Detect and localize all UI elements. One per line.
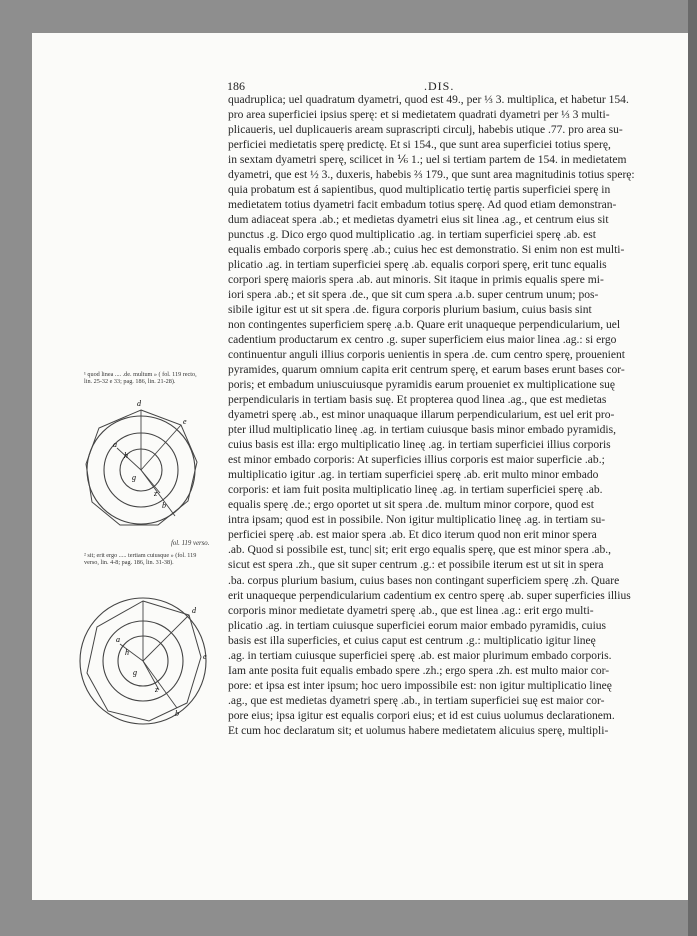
margin-note-1: ¹ quod linea .... .de. multum » ( fol. 119 recto, lin. 25-32 e 33; pag. 186, lin. 21-28). (84, 371, 197, 386)
label-a: a (116, 635, 120, 644)
text-line: .ag., que est medietas dyametri sperę .ab., in tertiam superficiei suę est maior cor- (228, 694, 605, 707)
text-line: pro area superficiei ipsius sperę: et si medietatem quadrati dyametri per ⅓ 3 multi- (228, 109, 610, 122)
label-d: d (137, 399, 141, 408)
text-line: medietatem totius dyametri facit embadum totius sperę. Ad quod etiam demonstran- (228, 199, 617, 212)
text-line: corpori sperę maioris spera .ab. aut minoris. Sit itaque in primis equalis spere mi- (228, 274, 604, 287)
figure-1 (83, 398, 205, 538)
page-number: 186 (227, 79, 245, 93)
text-line: dyametri sperę .ab., est minor unaquaque illarum perpendicularium, est uel erit pro- (228, 409, 615, 422)
text-line: .ag. in tertiam cuiusque superficiei sperę .ab. est maior plurimum embado corporis. (228, 649, 612, 662)
text-line: equalis embado corporis sperę .ab.; cuius hec est demonstratio. Si enim non est multi- (228, 244, 625, 257)
text-line: plicaueris, uel duplicaueris aream suprascripti circulj, habebis utique .77. pro area su- (228, 124, 623, 137)
label-a: a (113, 440, 117, 449)
text-line: multiplicatio igitur .ag. in tertiam superficiei sperę .ab. erit multo minor embado (228, 469, 599, 482)
text-line: erit unaqueque perpendicularium cadentium ex centro sperę .ab. super superficies illius (228, 589, 631, 602)
text-line: cuius basis est illa: ergo multiplicatio lineę .ag. in tertiam superficiei illius corporis (228, 439, 611, 452)
label-e: e (203, 652, 207, 661)
text-line: sicut est spera .zh., que sit super centrum .g.: et possibile iterum est ut sit in spera (228, 559, 604, 572)
text-line: perficiei medietatis sperę predictę. Et si 154., que sunt area superficiei totius sperę, (228, 139, 611, 152)
text-line: est minor embado corporis: At superficies illius corporis est maior superficie .ab.; (228, 454, 605, 467)
text-line: dum adiaceat spera .ab.; et medietas dyametri eius sit linea .ag., et centrum eius sit (228, 214, 609, 227)
label-g: g (132, 473, 136, 482)
running-head: .DIS. (424, 79, 455, 93)
main-text-block (228, 93, 654, 739)
text-line: Et cum hoc declaratum sit; et uolumus habere medietatem alicuius sperę, multipli- (228, 724, 609, 737)
text-line: sibile igitur est ut sit spera .de. figura corporis plurium basium, cuius basis sint (228, 304, 592, 317)
text-line: plicatio .ag. in tertiam cuiusque superficiei eorum maior embado pyramidis, cuius (228, 619, 607, 632)
text-line: dyametri, que est ½ 3., duxeris, habebis ⅔ 179., que sunt area magnitudinis totius sperę: (228, 169, 635, 182)
page-header (32, 79, 688, 93)
text-line: quadruplica; uel quadratum dyametri, quod est 49., per ⅓ 3. multiplica, et habetur 154. (228, 94, 629, 106)
figure-caption: fol. 119 verso. (171, 540, 210, 547)
text-line: pyramides, quarum omnium capita erit centrum sperę, et earum bases erunt bases cor- (228, 364, 625, 377)
text-line: equalis sperę .de.; ergo oportet ut sit spera .de. multum minor corpore, quod est (228, 499, 594, 512)
figure-2 (79, 593, 214, 743)
text-line: perpendicularis in tertiam basis suę. Et propterea quod linea .ag., que est medietas (228, 394, 607, 407)
text-line: .ab. Quod si possibile est, tunc| sit; erit ergo equalis sperę, que est minor spera .ab., (228, 544, 612, 557)
text-line: basis est illa superficies, et cuius caput est centrum .g.: multiplicatio igitur lineę (228, 634, 596, 647)
text-line: .ba. corpus plurium basium, cuius bases non contingant superficiem sperę .zh. Quare (228, 574, 620, 587)
text-line: cadentium productarum ex centro .g. super superficiem eius maior linea .ag.: si ergo (228, 334, 617, 347)
label-h: h (124, 451, 128, 460)
text-line: quia probatum est á sapientibus, quod multiplicatio tertię partis superficiei sperę in (228, 184, 611, 197)
label-d: d (192, 606, 196, 615)
label-b: b (175, 709, 179, 718)
text-line: pter illud multiplicatio lineę .ag. in tertiam cuiusque basis minor embado pyramidis, (228, 424, 617, 437)
text-line: poris; et embadum uniuscuiusque pyramidis earum proueniet ex multiplicatione suę (228, 379, 616, 392)
label-z: z (155, 685, 159, 694)
text-line: intra ipsam; quod est in possibile. Non igitur multiplicatio lineę .ag. in tertiam su- (228, 514, 606, 527)
text-line: non contingentes superficiem sperę .a.b. Quare erit unaqueque perpendicularium, uel (228, 319, 621, 332)
book-page (32, 33, 688, 900)
text-line: pore eius; ipsa igitur est equalis corpori eius; et id est cuius uolumus declarationem. (228, 709, 615, 722)
text-line: in sextam dyametri sperę, scilicet in ⅙ 1.; uel si tertiam partem de 154. in medietatem (228, 154, 627, 167)
text-line: continuentur anguli illius corporis uenientis in spera .de. cum centro sperę, prouenient (228, 349, 625, 362)
page-edge-strip (688, 0, 697, 936)
text-line: punctus .g. Dico ergo quod multiplicatio .ag. in tertiam superficiei sperę .ab. est (228, 229, 596, 242)
label-e: e (183, 417, 187, 426)
text-line: plicatio .ag. in tertiam superficiei sperę .ab. equalis corpori sperę, erit tunc equalis (228, 259, 607, 272)
margin-note-2: ² sit; erit ergo ..... tertiam cuiusque » (fol. 119 verso, lin. 4-8; pag. 186, lin. 31-38). (84, 552, 197, 567)
label-z: z (154, 489, 158, 498)
text-line: iori spera .ab.; et sit spera .de., que sit cum spera .a.b. super centrum unum; pos- (228, 289, 599, 302)
label-b: b (162, 501, 166, 510)
text-line: pore: et ipsa est inter ipsum; hoc uero impossibile est: non igitur multiplicatio lineę (228, 679, 612, 692)
text-line: corporis: et iam fuit posita multiplicatio lineę .ag. in tertiam superficiei sperę .ab. (228, 484, 603, 497)
label-g: g (133, 668, 137, 677)
text-line: perficiei sperę .ab. est maior spera .ab. Et dico iterum quod non erit minor spera (228, 529, 597, 542)
text-line: Iam ante posita fuit equalis embado spere .zh.; ergo spera .zh. est multo maior cor- (228, 664, 610, 677)
label-h: h (125, 648, 129, 657)
text-line: corporis minor medietate dyametri sperę .ab., que est linea .ag.: erit ergo multi- (228, 604, 594, 617)
